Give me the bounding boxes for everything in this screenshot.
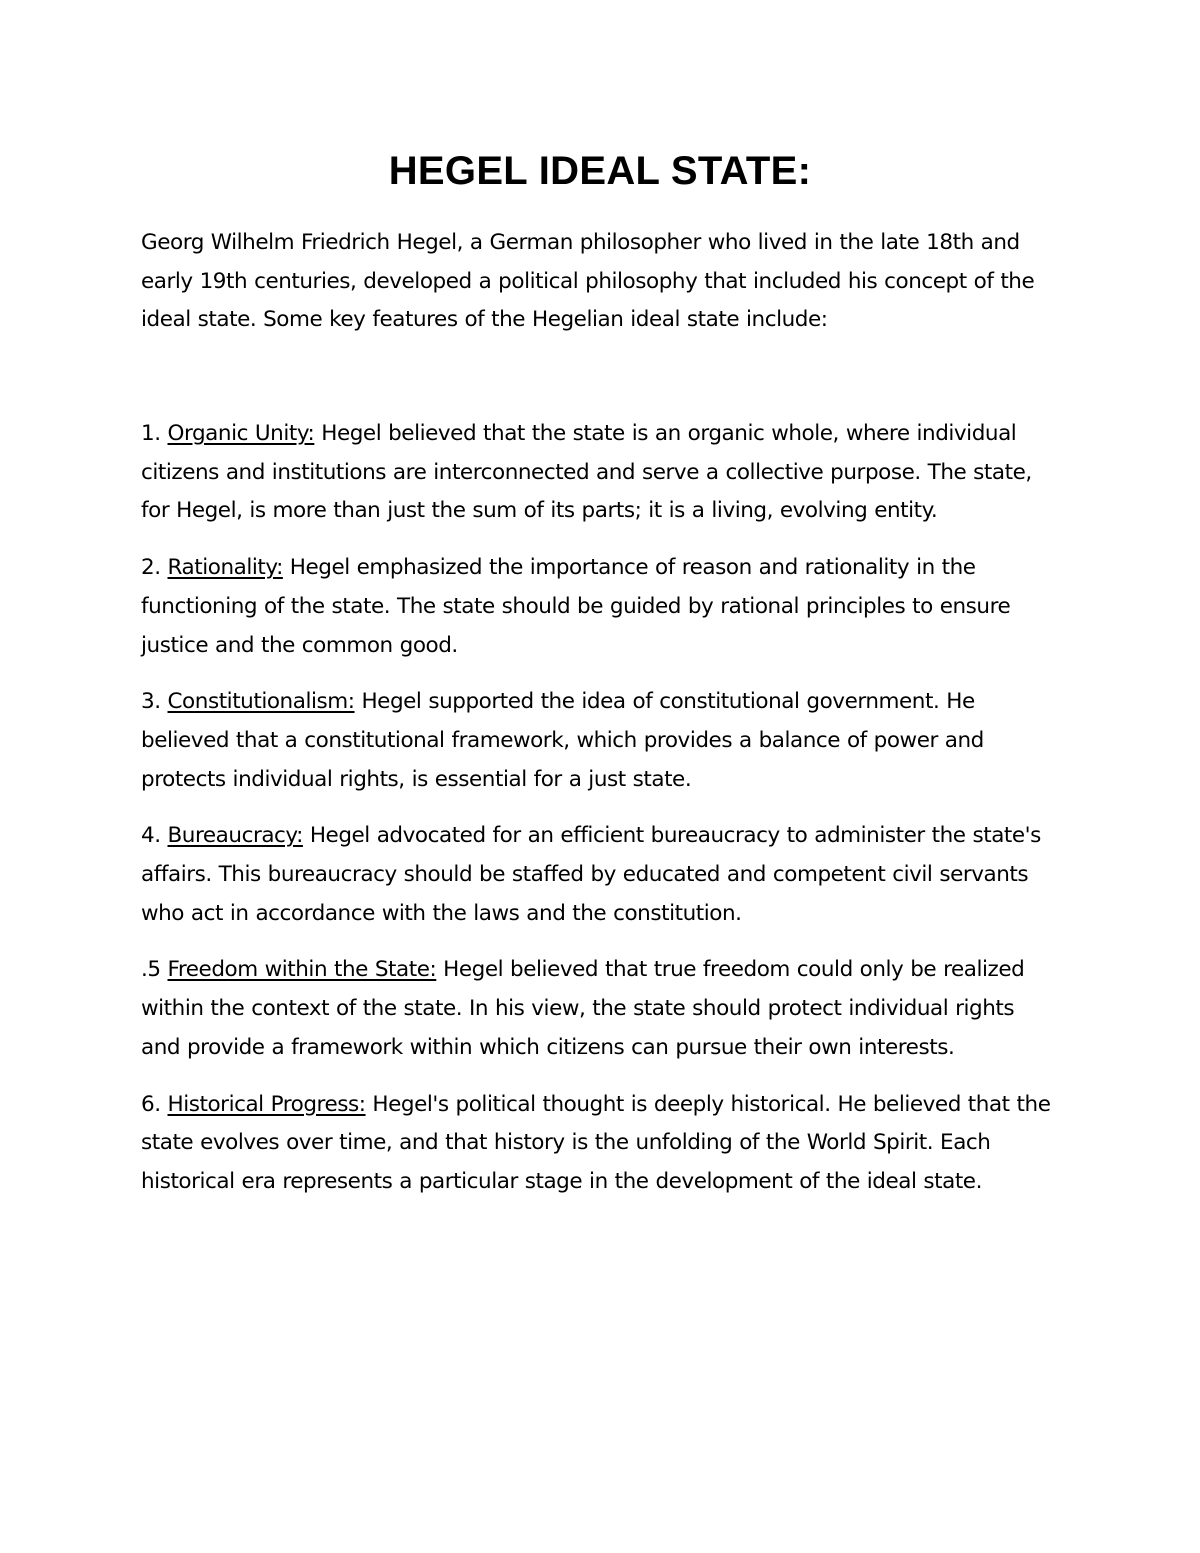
- item-text: Hegel believed that the state is an organic whole, where individual citizens and institutions are interconnected and serve a collective purpose. The state, for Hegel, is more than just the sum of its parts; it is a living, evolving entity.: [141, 421, 1032, 524]
- item-text: Hegel believed that true freedom could only be realized within the context of the state. In his view, the state should protect individual rights and provide a framework within which citizens can pursue their own interests.: [141, 957, 1025, 1060]
- list-item: [141, 817, 1056, 933]
- item-term: Rationality:: [167, 555, 283, 581]
- list-item: [141, 1086, 1056, 1202]
- feature-list: [141, 415, 1056, 1220]
- item-term: Historical Progress:: [167, 1091, 366, 1117]
- item-number: 3.: [141, 689, 168, 715]
- list-item: [141, 549, 1056, 665]
- item-term: Bureaucracy:: [167, 823, 303, 849]
- item-number: 6.: [141, 1091, 168, 1117]
- item-text: Hegel advocated for an efficient bureaucracy to administer the state's affairs. This bureaucracy should be staffed by educated and competent civil servants who act in accordance with the laws and the constitution.: [141, 823, 1041, 926]
- item-text: Hegel emphasized the importance of reason and rationality in the functioning of the state. The state should be guided by rational principles to ensure justice and the common good.: [141, 555, 1011, 658]
- list-item: [141, 415, 1056, 531]
- item-term: Organic Unity:: [167, 421, 315, 446]
- item-number: .5: [141, 957, 168, 983]
- intro-paragraph: Georg Wilhelm Friedrich Hegel, a German philosopher who lived in the late 18th and early 19th centuries, developed a political philosophy that included his concept of the ideal state. Some key features of the Hegelian ideal state include:: [141, 230, 1035, 333]
- item-term: Freedom within the State:: [167, 957, 437, 983]
- list-item: [141, 951, 1056, 1067]
- item-number: 2.: [141, 555, 168, 581]
- document-title: HEGEL IDEAL STATE:: [388, 149, 812, 193]
- item-number: 4.: [141, 823, 168, 849]
- item-text: Hegel supported the idea of constitutional government. He believed that a constitutional framework, which provides a balance of power and protects individual rights, is essential for a just state.: [141, 689, 984, 792]
- item-term: Constitutionalism:: [167, 689, 355, 715]
- item-text: Hegel's political thought is deeply historical. He believed that the state evolves over time, and that history is the unfolding of the World Spirit. Each historical era represents a particular stage in the development of the ideal state.: [141, 1091, 1051, 1194]
- item-number: 1.: [141, 421, 168, 446]
- list-item: [141, 683, 1056, 799]
